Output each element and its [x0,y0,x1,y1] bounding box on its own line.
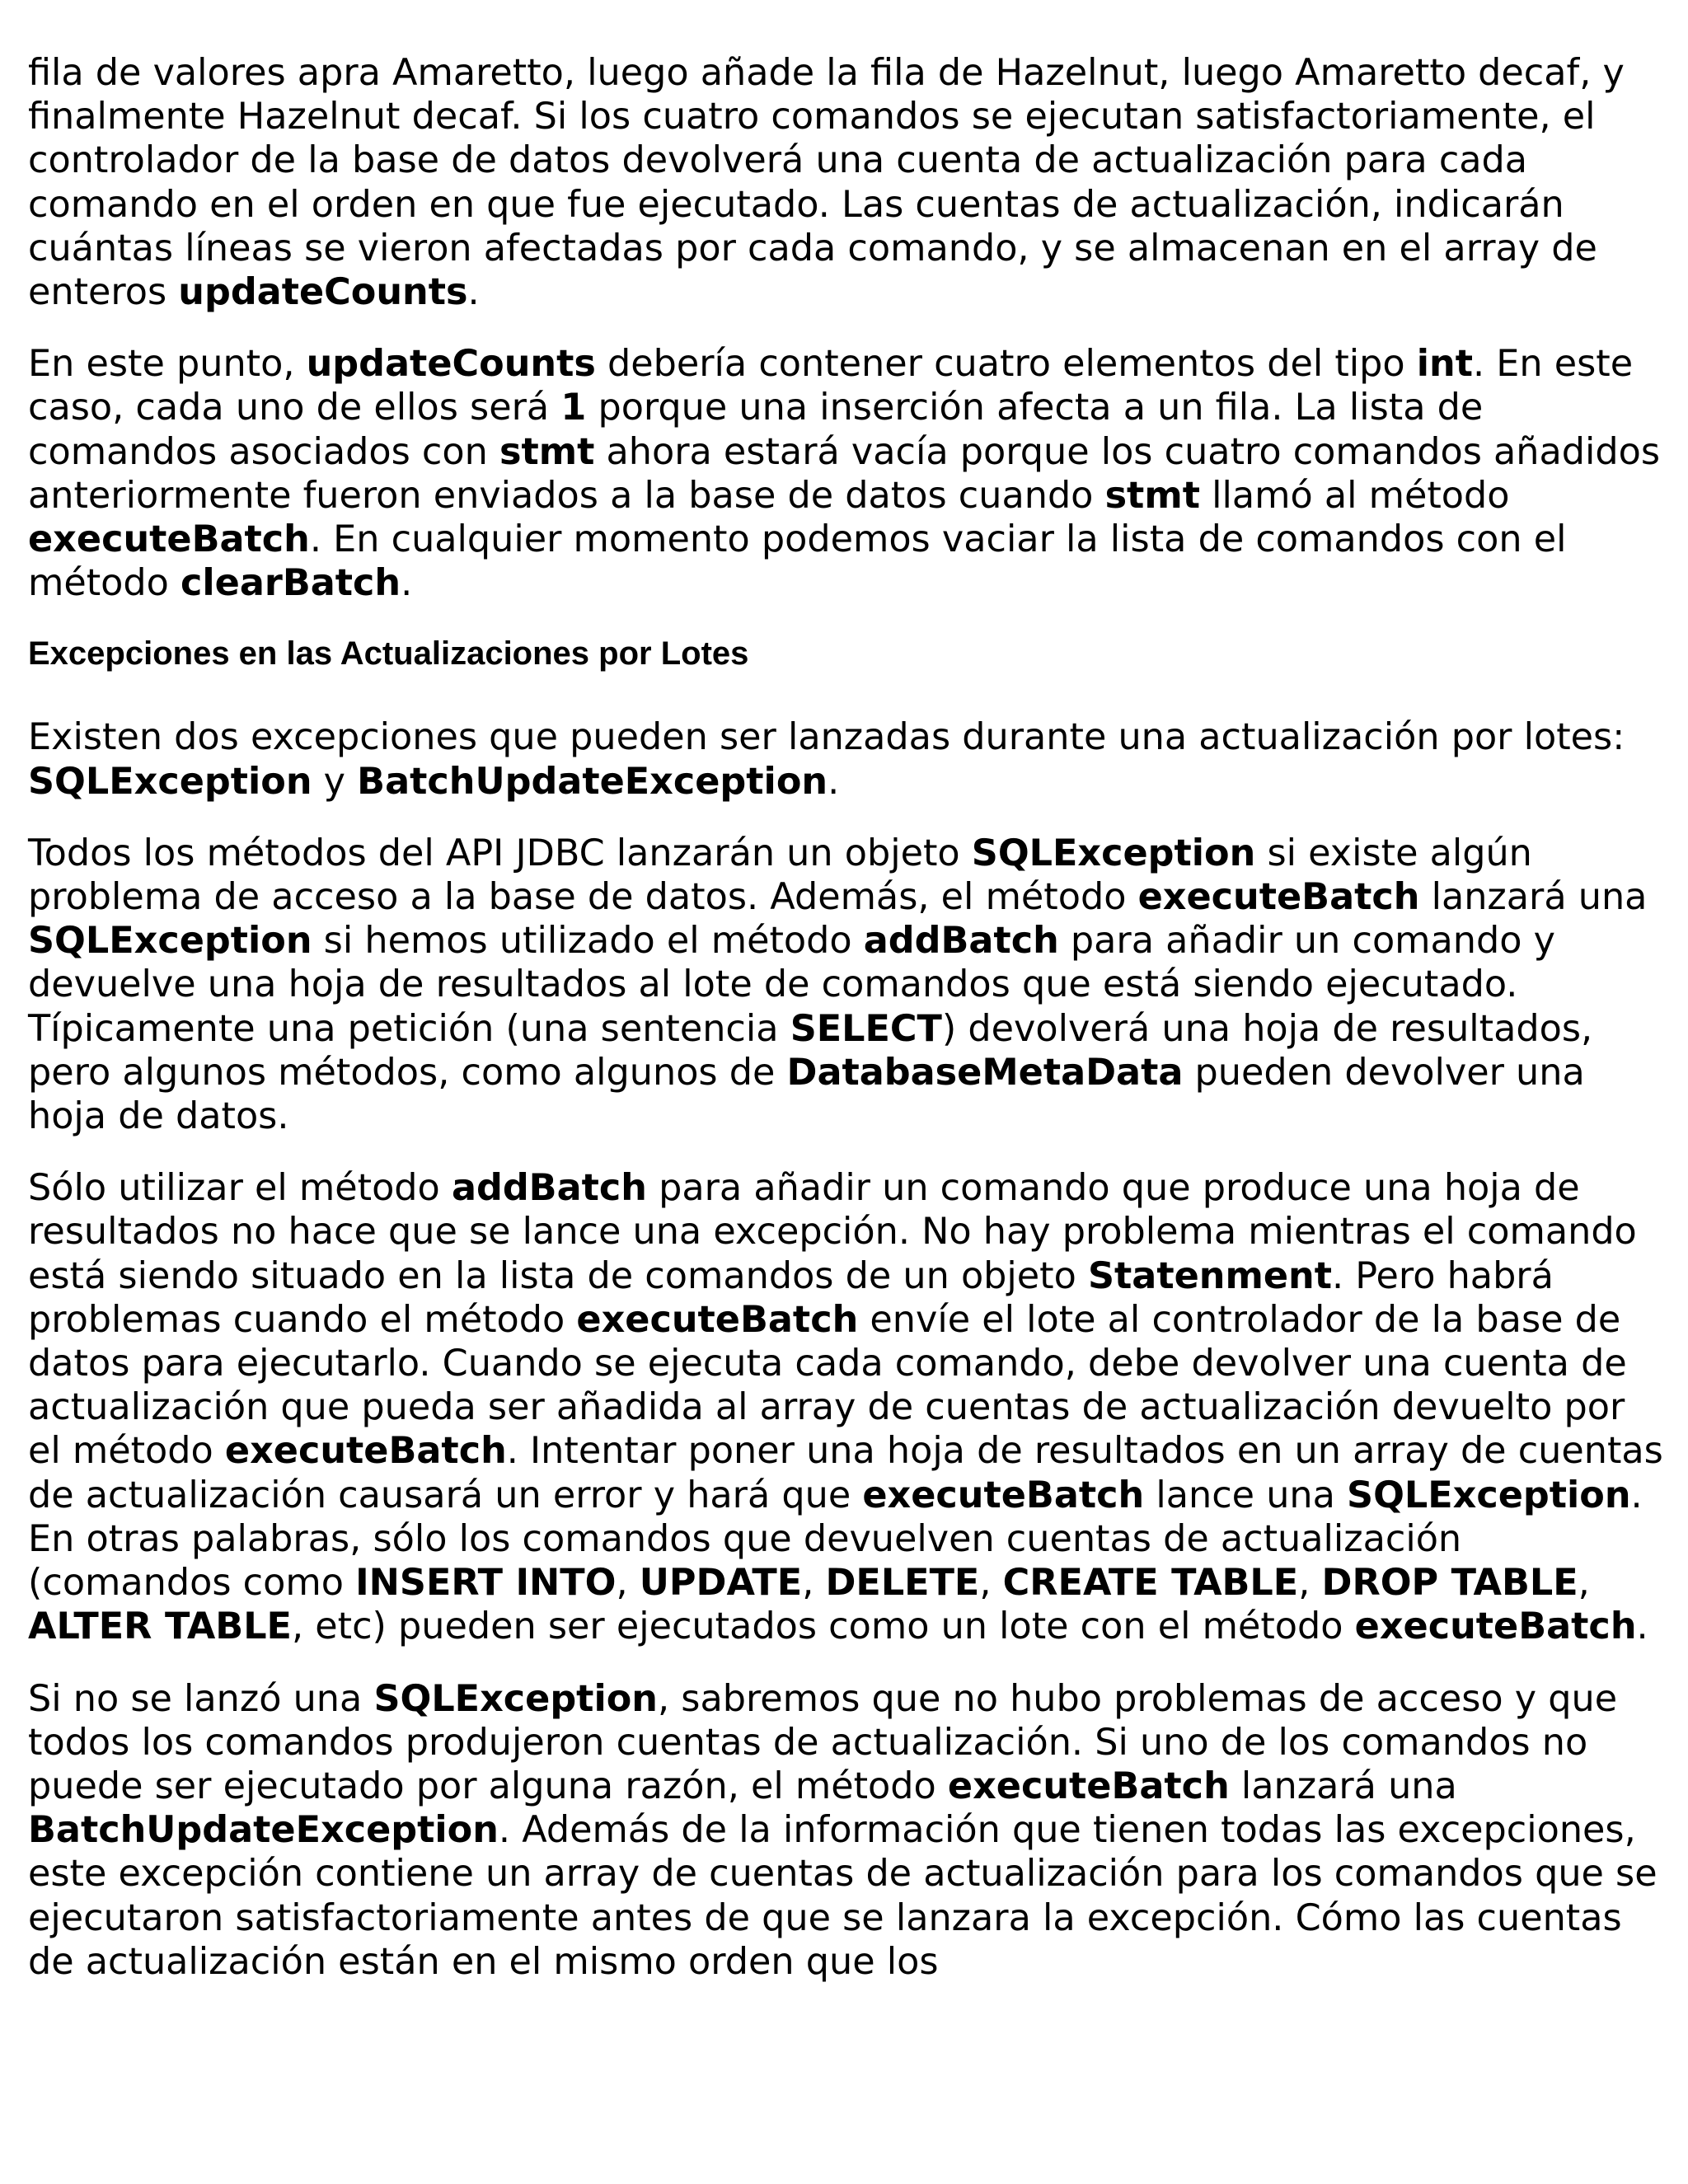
paragraph [28,51,1668,314]
bold-term: clearBatch [181,562,401,605]
bold-term: executeBatch [1354,1605,1637,1648]
text-run: . En otras palabras, sólo los comandos que devuelven cuentas de actualización (comandos como [28,1474,1643,1605]
text-run: debería contener cuatro elementos del tipo [595,343,1417,386]
text-run: , [1298,1562,1322,1605]
text-run: y [312,760,358,803]
bold-term: executeBatch [28,518,310,561]
bold-term: updateCounts [178,271,468,314]
text-run: , [616,1562,640,1605]
text-run: , etc) pueden ser ejecutados como un lote con el método [291,1605,1355,1648]
bold-term: stmt [1104,474,1200,517]
bold-term: SQLException [373,1677,658,1720]
text-run: . [401,562,413,605]
bold-term: int [1416,343,1473,386]
text-run: . Además de la información que tienen todas las excepciones, este excepción contiene un array de cuentas de actualización para los comandos que se ejecutaron satisfactoriamente antes de que se lanzara la excepción. Cómo las cuentas de actualización están en el mismo orden que los [28,1809,1658,1983]
bold-term: executeBatch [576,1298,859,1341]
bold-term: SELECT [790,1007,942,1050]
bold-term: SQLException [1347,1474,1631,1516]
bold-term: UPDATE [639,1562,803,1605]
text-run: ) devolverá una hoja de resultados, pero algunos métodos, como algunos de [28,1007,1593,1094]
paragraph [28,342,1668,605]
text-run: Todos los métodos del API JDBC lanzarán un objeto [28,832,972,874]
bold-term: DatabaseMetaData [786,1051,1184,1094]
bold-term: Statenment [1087,1254,1332,1297]
text-run: En este punto, [28,343,307,386]
paragraph [28,1166,1668,1648]
bold-term: DROP TABLE [1321,1562,1578,1605]
text-run: si hemos utilizado el método [312,920,864,963]
text-run: llamó al método [1199,474,1510,517]
text-run: Si no se lanzó una [28,1677,374,1720]
bold-term: executeBatch [947,1765,1230,1807]
text-run: porque una inserción afecta a un fila. La lista de comandos asociados con [28,387,1484,473]
text-run: para añadir un comando y devuelve una hoja de resultados al lote de comandos que está siendo ejecutado. Típicamente una petición (una sentencia [28,920,1555,1050]
bold-term: executeBatch [1137,876,1420,919]
paragraph [28,832,1668,1138]
text-run: si existe algún problema de acceso a la base de datos. Además, el método [28,832,1532,919]
paragraph [28,715,1668,803]
section-heading: Excepciones en las Actualizaciones por Lotes [28,635,749,673]
text-run: . [467,271,480,314]
bold-term: SQLException [28,760,312,803]
text-run: Existen dos excepciones que pueden ser lanzadas durante una actualización por lotes: [28,716,1625,759]
text-run: , [979,1562,1003,1605]
bold-term: addBatch [863,920,1059,963]
text-run: envíe el lote al controlador de la base de datos para ejecutarlo. Cuando se ejecuta cada comando, debe devolver una cuenta de actualización que pueda ser añadida al array de cuentas de actualización devuelto por el método [28,1298,1627,1473]
text-run: lanzará una [1229,1765,1457,1807]
text-run: pueden devolver una hoja de datos. [28,1051,1585,1138]
text-run: , [802,1562,826,1605]
bold-term: addBatch [451,1167,647,1210]
text-run: lance una [1144,1474,1348,1516]
text-run: , sabremos que no hubo problemas de acceso y que todos los comandos produjeron cuentas de actualización. Si uno de los comandos no puede ser ejecutado por alguna razón, el método [28,1677,1618,1807]
text-run: , [1578,1562,1590,1605]
section-exceptions [28,715,1668,1983]
bold-term: DELETE [825,1562,980,1605]
text-run: . [828,760,840,803]
bold-term: BatchUpdateException [28,1809,499,1852]
text-run: fila de valores apra Amaretto, luego añade la fila de Hazelnut, luego Amaretto decaf, y finalmente Hazelnut decaf. Si los cuatro comandos se ejecutan satisfactoriamente, el controlador de la base de datos devolverá una cuenta de actualización para cada comando en el orden en que fue ejecutado. Las cuentas de actualización, indicarán cuántas líneas se vieron afectadas por cada comando, y se almacenan en el array de enteros [28,52,1625,314]
text-run: . En cualquier momento podemos vaciar la lista de comandos con el método [28,518,1567,605]
document-page [28,51,1668,2012]
bold-term: updateCounts [306,343,596,386]
text-run: . [1636,1605,1648,1648]
bold-term: SQLException [28,920,312,963]
bold-term: BatchUpdateException [357,760,828,803]
bold-term: ALTER TABLE [28,1605,292,1648]
bold-term: executeBatch [224,1430,507,1473]
bold-term: executeBatch [862,1474,1145,1516]
text-run: para añadir un comando que produce una hoja de resultados no hace que se lance una excepción. No hay problema mientras el comando está siendo situado en la lista de comandos de un objeto [28,1167,1637,1297]
bold-term: stmt [499,430,595,473]
bold-term: INSERT INTO [355,1562,617,1605]
text-run: lanzará una [1419,876,1648,919]
bold-term: SQLException [971,832,1256,874]
bold-term: CREATE TABLE [1002,1562,1299,1605]
text-run: . Pero habrá problemas cuando el método [28,1254,1554,1341]
section-intro [28,51,1668,605]
text-run: . En este caso, cada uno de ellos será [28,343,1634,429]
paragraph [28,1677,1668,1984]
text-run: . Intentar poner una hoja de resultados en un array de cuentas de actualización causará un error y hará que [28,1430,1663,1516]
text-run: Sólo utilizar el método [28,1167,452,1210]
bold-term: 1 [560,387,587,429]
text-run: ahora estará vacía porque los cuatro comandos añadidos anteriormente fueron enviados a la base de datos cuando [28,430,1661,517]
